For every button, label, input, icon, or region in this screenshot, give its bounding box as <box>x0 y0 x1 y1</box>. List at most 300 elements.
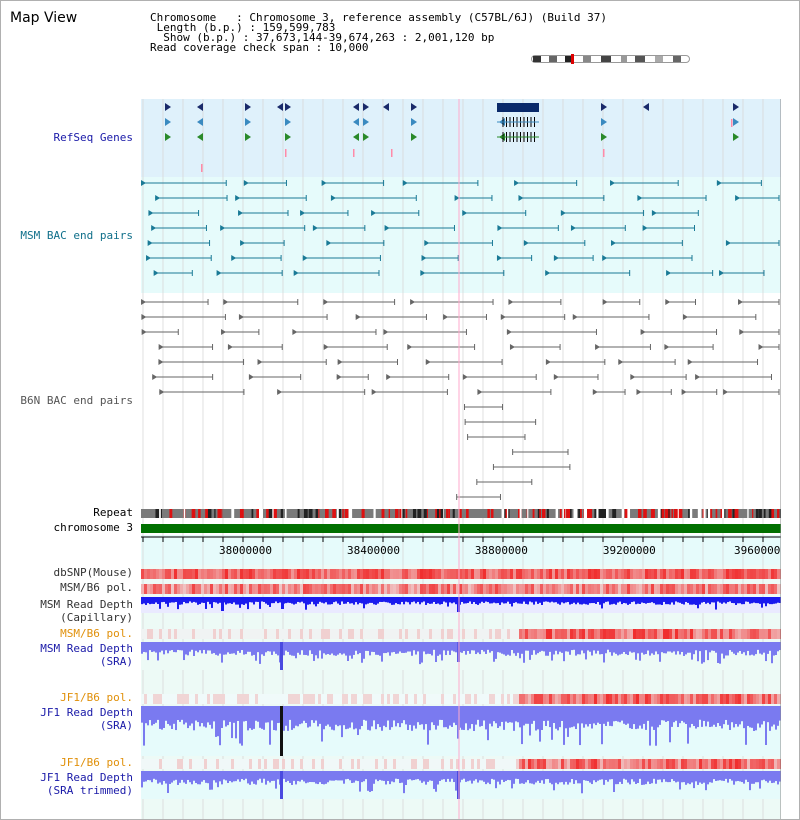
heat-cell <box>627 569 630 579</box>
heat-cell <box>630 584 633 594</box>
depth-bar <box>273 771 275 781</box>
depth-bar <box>313 706 315 723</box>
depth-bar <box>295 597 297 604</box>
repeat-mark <box>184 509 185 518</box>
heat-cell <box>147 629 150 639</box>
heat-cell <box>234 759 237 769</box>
depth-bar <box>493 706 495 721</box>
depth-bar <box>469 642 471 654</box>
repeat-mark <box>589 509 592 518</box>
heat-cell <box>450 569 453 579</box>
depth-bar <box>735 597 737 605</box>
depth-bar <box>755 706 757 730</box>
depth-bar <box>603 771 605 785</box>
depth-bar <box>291 597 293 604</box>
depth-bar <box>175 706 177 730</box>
depth-bar <box>683 706 685 722</box>
heat-cell <box>282 759 285 769</box>
repeat-mark <box>752 509 753 518</box>
depth-bar <box>181 706 183 720</box>
heat-cell <box>660 759 663 769</box>
depth-bar <box>237 771 239 779</box>
heat-cell <box>474 629 477 639</box>
msm-b6-pol-heat-track[interactable] <box>141 584 781 594</box>
depth-bar <box>487 771 489 783</box>
heat-cell <box>621 694 624 704</box>
repeat-mark <box>169 509 172 518</box>
depth-bar <box>283 642 285 655</box>
repeat-mark <box>724 509 725 518</box>
heat-cell <box>444 629 447 639</box>
depth-bar <box>731 597 733 603</box>
depth-bar <box>169 771 171 784</box>
heat-cell <box>597 694 600 704</box>
depth-bar <box>187 771 189 780</box>
depth-bar <box>231 771 233 782</box>
depth-bar <box>373 642 375 652</box>
genome-tracks-plot[interactable] <box>141 99 781 819</box>
heat-cell <box>315 759 318 769</box>
depth-bar <box>537 771 539 781</box>
heat-cell <box>765 694 768 704</box>
depth-bar <box>193 597 195 602</box>
heat-cell <box>753 629 756 639</box>
heat-cell <box>540 629 543 639</box>
heat-cell <box>549 629 552 639</box>
heat-cell <box>216 584 219 594</box>
heat-cell <box>669 569 672 579</box>
depth-bar <box>771 771 773 783</box>
heat-cell <box>519 629 522 639</box>
depth-bar <box>403 771 405 793</box>
track-label-chromosome[interactable]: chromosome 3 <box>53 521 133 534</box>
depth-bar <box>377 771 379 781</box>
depth-bar <box>469 771 471 781</box>
depth-bar <box>573 597 575 603</box>
depth-bar <box>743 597 745 604</box>
repeat-mark <box>542 509 545 518</box>
heat-cell <box>420 569 423 579</box>
depth-bar <box>443 597 445 602</box>
repeat-mark <box>502 509 505 518</box>
depth-bar <box>537 706 539 729</box>
heat-cell <box>288 629 291 639</box>
heat-cell <box>261 569 264 579</box>
depth-bar <box>641 642 643 653</box>
depth-bar <box>645 597 647 604</box>
heat-cell <box>483 759 486 769</box>
depth-bar <box>605 706 607 726</box>
heat-cell <box>708 629 711 639</box>
depth-bar <box>535 706 537 730</box>
heat-cell <box>213 694 216 704</box>
heat-cell <box>192 629 195 639</box>
depth-bar <box>769 771 771 781</box>
depth-bar <box>497 642 499 652</box>
heat-cell <box>243 569 246 579</box>
depth-bar <box>771 706 773 726</box>
depth-bar <box>461 642 463 653</box>
depth-bar <box>193 642 195 656</box>
depth-bar <box>633 597 635 602</box>
depth-bar <box>767 597 769 603</box>
depth-bar <box>335 597 337 601</box>
depth-bar <box>233 597 235 602</box>
depth-bar <box>259 771 261 779</box>
depth-bar <box>705 642 707 650</box>
depth-bar <box>233 706 235 723</box>
track-label-msm-read-depth-capillary-sub: (Capillary) <box>60 611 133 624</box>
track-label-msm-read-depth-capillary[interactable]: MSM Read Depth <box>40 598 133 611</box>
track-label-jf1-b6-pol-2[interactable]: JF1/B6 pol. <box>60 756 133 769</box>
depth-bar <box>707 771 709 784</box>
depth-bar <box>197 642 199 652</box>
heat-cell <box>192 584 195 594</box>
depth-bar <box>455 771 457 791</box>
depth-bar <box>475 597 477 604</box>
depth-bar <box>269 597 271 607</box>
depth-bar <box>621 642 623 654</box>
heat-cell <box>579 694 582 704</box>
depth-bar <box>475 642 477 654</box>
depth-bar <box>153 642 155 651</box>
depth-bar <box>655 597 657 605</box>
heat-cell <box>588 694 591 704</box>
heat-cell <box>549 694 552 704</box>
chromosome-bar[interactable] <box>141 524 781 533</box>
heat-cell <box>588 569 591 579</box>
heat-cell <box>402 569 405 579</box>
heat-cell <box>609 629 612 639</box>
depth-bar <box>523 642 525 663</box>
depth-bar <box>235 642 237 655</box>
heat-cell <box>606 629 609 639</box>
depth-bar <box>489 706 491 724</box>
depth-bar <box>751 706 753 728</box>
depth-bar <box>631 706 633 729</box>
depth-bar <box>315 597 317 606</box>
depth-bar <box>589 706 591 724</box>
jf1-b6-pol-heat-track-2[interactable] <box>141 759 781 769</box>
repeat-mark <box>373 509 375 518</box>
depth-bar <box>529 771 531 783</box>
depth-bar <box>423 706 425 730</box>
heat-cell <box>375 584 378 594</box>
depth-bar <box>159 706 161 729</box>
heat-cell <box>675 569 678 579</box>
depth-bar <box>757 642 759 650</box>
depth-bar <box>157 706 159 720</box>
depth-bar <box>333 706 335 730</box>
repeat-track[interactable] <box>141 509 781 518</box>
msm-read-depth-sra-track[interactable] <box>141 642 781 670</box>
heat-cell <box>156 569 159 579</box>
depth-bar <box>443 706 445 727</box>
heat-cell <box>306 759 309 769</box>
heat-cell <box>714 694 717 704</box>
depth-bar <box>503 706 505 730</box>
depth-bar <box>613 706 615 721</box>
depth-bar <box>237 706 239 721</box>
heat-cell <box>147 759 150 769</box>
depth-bar <box>547 706 549 721</box>
heat-cell <box>633 759 636 769</box>
heat-cell <box>654 629 657 639</box>
heat-cell <box>597 569 600 579</box>
heat-cell <box>264 629 267 639</box>
depth-bar <box>557 642 559 654</box>
heat-cell <box>747 584 750 594</box>
depth-bar <box>567 642 569 652</box>
heat-cell <box>225 584 228 594</box>
depth-bar <box>609 771 611 779</box>
heat-cell <box>543 759 546 769</box>
jf1-read-depth-track[interactable] <box>141 706 781 756</box>
heat-cell <box>237 694 240 704</box>
heat-cell <box>228 569 231 579</box>
depth-bar <box>465 642 467 655</box>
depth-bar <box>391 597 393 605</box>
depth-bar <box>551 597 553 602</box>
depth-bar <box>321 597 323 603</box>
depth-bar <box>363 771 365 781</box>
heat-cell <box>177 759 180 769</box>
heat-cell <box>300 569 303 579</box>
heat-cell <box>774 694 777 704</box>
depth-bar <box>679 642 681 654</box>
heat-cell <box>639 569 642 579</box>
chromosome-ideogram[interactable] <box>531 54 691 64</box>
depth-bar <box>445 597 447 603</box>
heat-cell <box>558 569 561 579</box>
heat-cell <box>600 569 603 579</box>
heat-cell <box>717 629 720 639</box>
msm-read-depth-capillary-track[interactable] <box>141 597 781 613</box>
depth-bar <box>717 642 719 663</box>
depth-bar <box>463 597 465 604</box>
depth-spike <box>221 597 224 611</box>
heat-cell <box>249 629 252 639</box>
heat-cell <box>186 759 189 769</box>
heat-cell <box>693 569 696 579</box>
track-label-jf1-read-depth[interactable]: JF1 Read Depth <box>40 706 133 719</box>
heat-cell <box>204 759 207 769</box>
depth-bar <box>643 642 645 655</box>
depth-bar <box>421 642 423 663</box>
repeat-mark <box>395 509 398 518</box>
depth-bar <box>503 771 505 782</box>
depth-bar <box>185 642 187 654</box>
heat-cell <box>186 629 189 639</box>
heat-cell <box>741 694 744 704</box>
track-label-dbsnp[interactable]: dbSNP(Mouse) <box>53 566 133 579</box>
heat-cell <box>669 694 672 704</box>
depth-bar <box>759 771 761 789</box>
heat-cell <box>315 694 318 704</box>
heat-cell <box>369 629 372 639</box>
jf1-read-depth-trimmed-track[interactable] <box>141 771 781 799</box>
depth-bar <box>621 706 623 721</box>
heat-cell <box>525 584 528 594</box>
depth-bar <box>215 771 217 783</box>
heat-cell <box>540 694 543 704</box>
depth-bar <box>243 642 245 655</box>
heat-cell <box>531 759 534 769</box>
depth-bar <box>199 771 201 784</box>
depth-bar <box>421 771 423 783</box>
heat-cell <box>699 629 702 639</box>
heat-cell <box>555 584 558 594</box>
track-label-b6n-bac[interactable]: B6N BAC end pairs <box>20 394 133 407</box>
depth-bar <box>383 706 385 726</box>
depth-bar <box>263 642 265 656</box>
heat-cell <box>696 759 699 769</box>
heat-cell <box>210 759 213 769</box>
depth-bar <box>431 642 433 655</box>
repeat-mark <box>643 509 647 518</box>
depth-bar <box>681 597 683 604</box>
track-label-refseq[interactable]: RefSeq Genes <box>53 131 133 144</box>
heat-cell <box>402 759 405 769</box>
depth-bar <box>713 706 715 725</box>
msm-b6-pol-sra-heat-track[interactable] <box>141 629 781 639</box>
heat-cell <box>738 694 741 704</box>
track-label-jf1-b6-pol-1[interactable]: JF1/B6 pol. <box>60 691 133 704</box>
heat-cell <box>492 629 495 639</box>
heat-cell <box>567 584 570 594</box>
depth-bar <box>245 597 247 604</box>
depth-bar <box>413 642 415 650</box>
heat-cell <box>312 759 315 769</box>
depth-bar <box>187 642 189 655</box>
depth-bar <box>357 597 359 604</box>
heat-cell <box>441 629 444 639</box>
heat-cell <box>690 629 693 639</box>
heat-cell <box>561 584 564 594</box>
track-label-msm-b6-pol-1[interactable]: MSM/B6 pol. <box>60 581 133 594</box>
heat-cell <box>309 629 312 639</box>
heat-cell <box>246 694 249 704</box>
heat-cell <box>465 629 468 639</box>
depth-bar <box>629 771 631 784</box>
depth-bar <box>517 706 519 722</box>
depth-bar <box>239 597 241 608</box>
heat-cell <box>744 569 747 579</box>
depth-bar <box>701 771 703 784</box>
heat-cell <box>711 569 714 579</box>
heat-cell <box>528 759 531 769</box>
repeat-mark <box>487 509 489 518</box>
depth-bar <box>635 771 637 784</box>
depth-bar <box>619 597 621 602</box>
heat-cell <box>150 629 153 639</box>
depth-bar <box>775 597 777 603</box>
track-label-repeat[interactable]: Repeat <box>93 506 133 519</box>
heat-cell <box>162 694 165 704</box>
depth-bar <box>589 642 591 652</box>
depth-bar <box>383 597 385 602</box>
heat-cell <box>171 569 174 579</box>
heat-cell <box>621 759 624 769</box>
depth-bar <box>329 771 331 781</box>
heat-cell <box>471 584 474 594</box>
heat-cell <box>483 569 486 579</box>
heat-cell <box>576 584 579 594</box>
heat-cell <box>570 584 573 594</box>
heat-cell <box>204 569 207 579</box>
depth-bar <box>671 597 673 602</box>
heat-cell <box>666 759 669 769</box>
depth-bar <box>735 771 737 781</box>
heat-cell <box>258 759 261 769</box>
heat-cell <box>615 584 618 594</box>
depth-bar <box>173 771 175 781</box>
dbsnp-heat-track[interactable] <box>141 569 781 579</box>
heat-cell <box>729 759 732 769</box>
track-label-msm-read-depth-sra[interactable]: MSM Read Depth <box>40 642 133 655</box>
depth-bar <box>349 771 351 780</box>
depth-bar <box>411 597 413 602</box>
track-label-msm-b6-pol-2[interactable]: MSM/B6 pol. <box>60 627 133 640</box>
heat-cell <box>759 629 762 639</box>
heat-cell <box>582 759 585 769</box>
depth-bar <box>145 642 147 652</box>
heat-cell <box>189 569 192 579</box>
depth-bar <box>219 706 221 745</box>
repeat-mark <box>716 509 718 518</box>
heat-cell <box>234 629 237 639</box>
depth-bar <box>451 597 453 603</box>
heat-cell <box>504 584 507 594</box>
depth-bar <box>175 597 177 602</box>
depth-bar <box>489 597 491 603</box>
heat-cell <box>708 584 711 594</box>
heat-cell <box>540 759 543 769</box>
depth-bar <box>229 706 231 722</box>
depth-bar <box>393 706 395 720</box>
heat-cell <box>348 629 351 639</box>
depth-bar <box>475 771 477 779</box>
depth-bar <box>275 706 277 730</box>
depth-bar <box>209 706 211 725</box>
depth-bar <box>179 706 181 722</box>
heat-cell <box>441 759 444 769</box>
depth-bar <box>473 597 475 602</box>
depth-bar <box>449 706 451 726</box>
depth-bar <box>679 706 681 723</box>
repeat-mark <box>205 509 208 518</box>
heat-cell <box>564 759 567 769</box>
heat-cell <box>537 759 540 769</box>
depth-bar <box>395 597 397 603</box>
heat-cell <box>621 584 624 594</box>
track-label-jf1-read-depth-trimmed[interactable]: JF1 Read Depth <box>40 771 133 784</box>
refseq-track-bg <box>141 99 781 177</box>
depth-bar <box>287 642 289 652</box>
heat-cell <box>696 569 699 579</box>
depth-bar <box>327 771 329 782</box>
heat-cell <box>180 569 183 579</box>
heat-cell <box>513 569 516 579</box>
track-label-msm-bac[interactable]: MSM BAC end pairs <box>20 229 133 242</box>
depth-bar <box>309 597 311 604</box>
heat-cell <box>735 759 738 769</box>
jf1-b6-pol-heat-track[interactable] <box>141 694 781 704</box>
depth-bar <box>591 597 593 603</box>
heat-cell <box>420 694 423 704</box>
depth-bar <box>511 597 513 606</box>
heat-cell <box>351 584 354 594</box>
